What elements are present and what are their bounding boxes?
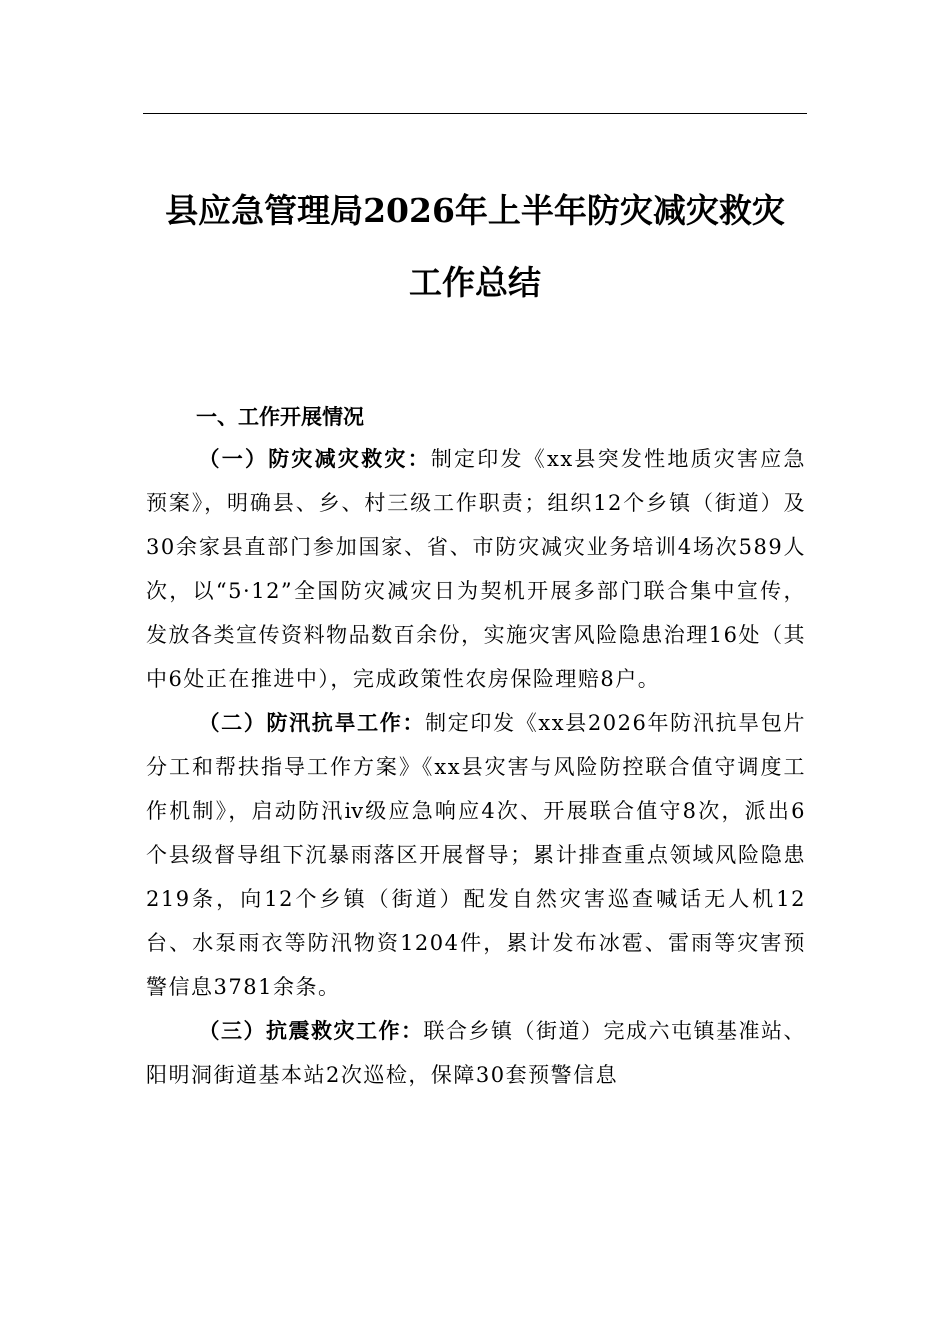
paragraph-lead: （一）防灾减灾救灾： — [198, 447, 431, 471]
title-line-1: 县应急管理局2026年上半年防灾减灾救灾 — [165, 191, 785, 230]
document-body — [146, 397, 806, 1097]
title-line-2: 工作总结 — [409, 263, 541, 302]
paragraph-text: 联合乡镇（街道）完成六屯镇基准站、阳明洞街道基本站2次巡检，保障30套预警信息 — [146, 1019, 806, 1087]
section-heading: 一、工作开展情况 — [196, 405, 364, 429]
paragraph-lead: （二）防汛抗旱工作： — [198, 711, 426, 735]
paragraph-text: 制定印发《xx县突发性地质灾害应急预案》，明确县、乡、村三级工作职责；组织12个乡镇（街道）及30余家县直部门参加国家、省、市防灾减灾业务培训4场次589人次，以“5·12”全国防灾减灾日为契机开展多部门联合集中宣传，发放各类宣传资料物品数百余份，实施灾害风险隐患治理16处（其中6处正在推进中），完成政策性农房保险理赔8户。 — [146, 447, 807, 691]
paragraph-flood-drought — [146, 701, 806, 1009]
paragraph-text: 制定印发《xx县2026年防汛抗旱包片分工和帮扶指导工作方案》《xx县灾害与风险防控联合值守调度工作机制》，启动防汛ⅳ级应急响应4次、开展联合值守8次，派出6个县级督导组下沉暴雨落区开展督导；累计排查重点领域风险隐患219条，向12个乡镇（街道）配发自然灾害巡查喊话无人机12台、水泵雨衣等防汛物资1204件，累计发布冰雹、雷雨等灾害预警信息3781余条。 — [146, 711, 806, 999]
paragraph-earthquake-relief — [146, 1009, 806, 1097]
document-title — [143, 175, 807, 319]
paragraph-disaster-reduction — [146, 437, 806, 701]
header-rule — [143, 113, 807, 114]
paragraph-lead: （三）抗震救灾工作： — [198, 1019, 424, 1043]
